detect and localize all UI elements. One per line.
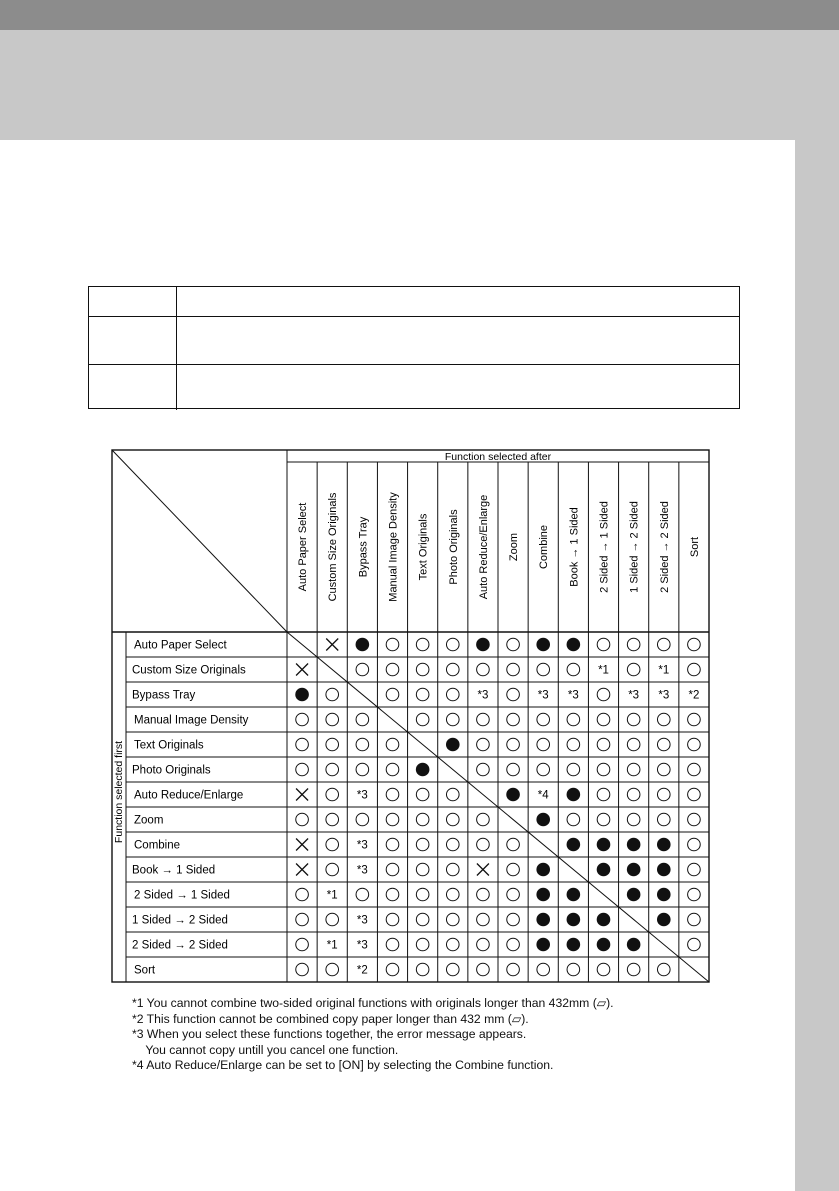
compatible-mark bbox=[507, 888, 520, 901]
column-header: Auto Paper Select bbox=[297, 502, 310, 592]
priority-mark bbox=[597, 838, 611, 852]
compatible-mark bbox=[477, 913, 490, 926]
compatible-mark bbox=[296, 813, 309, 826]
compatible-mark bbox=[446, 863, 459, 876]
compatible-mark bbox=[446, 688, 459, 701]
compatible-mark bbox=[296, 713, 309, 726]
incompatible-mark bbox=[296, 864, 308, 876]
priority-mark bbox=[627, 938, 641, 952]
compatible-mark bbox=[627, 713, 640, 726]
compatible-mark bbox=[627, 738, 640, 751]
compatible-mark bbox=[627, 788, 640, 801]
compatible-mark bbox=[507, 963, 520, 976]
compatible-mark bbox=[507, 663, 520, 676]
compatible-mark bbox=[688, 888, 701, 901]
note-mark: *1 bbox=[326, 939, 338, 952]
compatible-mark bbox=[597, 688, 610, 701]
note-mark: *3 bbox=[356, 789, 368, 802]
priority-mark bbox=[536, 938, 550, 952]
compatible-mark bbox=[386, 888, 399, 901]
compatible-mark bbox=[567, 963, 580, 976]
compatible-mark bbox=[326, 763, 339, 776]
compatible-mark bbox=[296, 738, 309, 751]
compatible-mark bbox=[597, 763, 610, 776]
footnote-4: *4 Auto Reduce/Enlarge can be set to [ON] by selecting the Combine function. bbox=[132, 1058, 554, 1073]
compatible-mark bbox=[507, 738, 520, 751]
compatible-mark bbox=[627, 638, 640, 651]
column-header: Zoom bbox=[508, 532, 521, 562]
priority-mark bbox=[567, 913, 581, 927]
compatible-mark bbox=[416, 913, 429, 926]
compatible-mark bbox=[477, 963, 490, 976]
compatible-mark bbox=[386, 763, 399, 776]
priority-mark bbox=[567, 888, 581, 902]
column-header: Auto Reduce/Enlarge bbox=[477, 494, 490, 600]
priority-mark bbox=[657, 913, 671, 927]
compatible-mark bbox=[688, 813, 701, 826]
compatible-mark bbox=[627, 763, 640, 776]
compatible-mark bbox=[446, 963, 459, 976]
compatible-mark bbox=[296, 888, 309, 901]
row-label: Photo Originals bbox=[132, 764, 211, 777]
compatible-mark bbox=[416, 688, 429, 701]
compatible-mark bbox=[356, 663, 369, 676]
row-label: Sort bbox=[134, 964, 156, 977]
compatible-mark bbox=[688, 738, 701, 751]
compatible-mark bbox=[537, 963, 550, 976]
priority-mark bbox=[567, 938, 581, 952]
row-label: Zoom bbox=[134, 814, 164, 827]
compatible-mark bbox=[567, 763, 580, 776]
compatible-mark bbox=[386, 663, 399, 676]
footnote-1: *1 You cannot combine two-sided original functions with originals longer than 432mm (▱). bbox=[132, 996, 614, 1010]
compatible-mark bbox=[416, 888, 429, 901]
column-header: Sort bbox=[688, 536, 701, 558]
compatible-mark bbox=[597, 713, 610, 726]
priority-mark bbox=[627, 888, 641, 902]
row-label: Text Originals bbox=[134, 739, 204, 752]
compatible-mark bbox=[356, 813, 369, 826]
priority-mark bbox=[295, 688, 309, 702]
priority-mark bbox=[536, 913, 550, 927]
compatible-mark bbox=[477, 713, 490, 726]
compatible-mark bbox=[356, 888, 369, 901]
note-mark: *4 bbox=[537, 789, 549, 802]
priority-mark bbox=[597, 913, 611, 927]
note-mark: *3 bbox=[567, 689, 579, 702]
column-header: 1 Sided → 2 Sided bbox=[628, 501, 641, 593]
compatible-mark bbox=[416, 638, 429, 651]
compatible-mark bbox=[657, 738, 670, 751]
compatible-mark bbox=[507, 638, 520, 651]
compatible-mark bbox=[296, 763, 309, 776]
priority-mark bbox=[657, 838, 671, 852]
compatible-mark bbox=[597, 813, 610, 826]
compatible-mark bbox=[326, 738, 339, 751]
compatible-mark bbox=[356, 713, 369, 726]
compatible-mark bbox=[386, 913, 399, 926]
row-label: 2 Sided → 1 Sided bbox=[134, 889, 230, 902]
footnote-2: *2 This function cannot be combined copy paper longer than 432 mm (▱). bbox=[132, 1011, 529, 1026]
compatible-mark bbox=[446, 813, 459, 826]
compatible-mark bbox=[356, 763, 369, 776]
compatible-mark bbox=[386, 838, 399, 851]
footnotes bbox=[132, 996, 614, 1074]
priority-mark bbox=[597, 938, 611, 952]
priority-mark bbox=[416, 763, 430, 777]
compatible-mark bbox=[507, 838, 520, 851]
note-mark: *1 bbox=[658, 664, 670, 677]
compatible-mark bbox=[356, 738, 369, 751]
compatible-mark bbox=[688, 713, 701, 726]
column-header: Combine bbox=[538, 524, 551, 570]
note-mark: *1 bbox=[598, 664, 609, 677]
compatible-mark bbox=[326, 788, 339, 801]
row-label: 2 Sided → 2 Sided bbox=[132, 939, 228, 952]
row-label: Bypass Tray bbox=[132, 689, 196, 702]
compatible-mark bbox=[386, 738, 399, 751]
compatible-mark bbox=[416, 863, 429, 876]
compatible-mark bbox=[657, 813, 670, 826]
compatible-mark bbox=[386, 788, 399, 801]
priority-mark bbox=[597, 863, 611, 877]
note-mark: *3 bbox=[356, 839, 368, 852]
compatible-mark bbox=[446, 913, 459, 926]
compatible-mark bbox=[386, 938, 399, 951]
compatible-mark bbox=[416, 838, 429, 851]
priority-mark bbox=[657, 888, 671, 902]
compatible-mark bbox=[296, 913, 309, 926]
compatible-mark bbox=[657, 713, 670, 726]
compatible-mark bbox=[537, 663, 550, 676]
incompatible-mark bbox=[326, 639, 338, 651]
compatible-mark bbox=[477, 663, 490, 676]
compatible-mark bbox=[537, 763, 550, 776]
priority-mark bbox=[506, 788, 520, 802]
compatible-mark bbox=[507, 763, 520, 776]
compatible-mark bbox=[477, 938, 490, 951]
note-mark: *2 bbox=[688, 689, 700, 702]
row-label: Book → 1 Sided bbox=[132, 864, 216, 877]
row-label: Auto Reduce/Enlarge bbox=[134, 789, 244, 802]
compatible-mark bbox=[688, 863, 701, 876]
compatible-mark bbox=[567, 663, 580, 676]
compatible-mark bbox=[446, 663, 459, 676]
priority-mark bbox=[567, 838, 581, 852]
compatible-mark bbox=[386, 688, 399, 701]
note-mark: *3 bbox=[477, 689, 489, 702]
column-header: Book → 1 Sided bbox=[568, 507, 581, 587]
compatible-mark bbox=[326, 913, 339, 926]
compatible-mark bbox=[688, 913, 701, 926]
note-mark: *2 bbox=[356, 964, 368, 977]
compatible-mark bbox=[446, 888, 459, 901]
column-header: Custom Size Originals bbox=[327, 492, 340, 602]
note-mark: *3 bbox=[658, 689, 670, 702]
priority-mark bbox=[567, 638, 581, 652]
compatible-mark bbox=[597, 638, 610, 651]
row-label: Manual Image Density bbox=[134, 714, 249, 727]
compatible-mark bbox=[597, 788, 610, 801]
compatible-mark bbox=[326, 963, 339, 976]
compatible-mark bbox=[386, 863, 399, 876]
note-mark: *3 bbox=[628, 689, 640, 702]
incompatible-mark bbox=[477, 864, 489, 876]
compatible-mark bbox=[688, 938, 701, 951]
compatible-mark bbox=[507, 938, 520, 951]
column-header: Text Originals bbox=[417, 513, 430, 581]
priority-mark bbox=[356, 638, 370, 652]
note-mark: *1 bbox=[326, 889, 338, 902]
compatible-mark bbox=[416, 963, 429, 976]
incompatible-mark bbox=[296, 664, 308, 676]
priority-mark bbox=[536, 638, 550, 652]
priority-mark bbox=[657, 863, 671, 877]
priority-mark bbox=[476, 638, 490, 652]
compatible-mark bbox=[657, 638, 670, 651]
compatible-mark bbox=[507, 713, 520, 726]
compatible-mark bbox=[507, 688, 520, 701]
column-header: Photo Originals bbox=[447, 509, 460, 585]
compatible-mark bbox=[386, 813, 399, 826]
row-label: 1 Sided → 2 Sided bbox=[132, 914, 228, 927]
compatible-mark bbox=[446, 938, 459, 951]
compatible-mark bbox=[657, 963, 670, 976]
compatible-mark bbox=[446, 838, 459, 851]
compatible-mark bbox=[446, 638, 459, 651]
column-header: 2 Sided → 2 Sided bbox=[658, 501, 671, 593]
compatible-mark bbox=[627, 813, 640, 826]
compatible-mark bbox=[326, 838, 339, 851]
compatible-mark bbox=[386, 963, 399, 976]
compatible-mark bbox=[477, 763, 490, 776]
compatible-mark bbox=[688, 638, 701, 651]
compatible-mark bbox=[326, 863, 339, 876]
compatible-mark bbox=[386, 638, 399, 651]
compatible-mark bbox=[537, 713, 550, 726]
compatible-mark bbox=[688, 838, 701, 851]
compatible-mark bbox=[296, 938, 309, 951]
compatible-mark bbox=[326, 813, 339, 826]
compatible-mark bbox=[597, 738, 610, 751]
compatible-mark bbox=[416, 788, 429, 801]
compatible-mark bbox=[597, 963, 610, 976]
header-first: Function selected first bbox=[113, 740, 125, 844]
priority-mark bbox=[627, 863, 641, 877]
priority-mark bbox=[536, 813, 550, 827]
compatible-mark bbox=[567, 713, 580, 726]
column-header: Manual Image Density bbox=[387, 492, 400, 602]
note-mark: *3 bbox=[356, 939, 368, 952]
compatible-mark bbox=[507, 913, 520, 926]
compatible-mark bbox=[657, 763, 670, 776]
column-header: Bypass Tray bbox=[357, 516, 370, 578]
row-label: Auto Paper Select bbox=[134, 639, 227, 652]
compatible-mark bbox=[416, 663, 429, 676]
compatible-mark bbox=[507, 863, 520, 876]
row-label: Combine bbox=[134, 839, 181, 852]
compatible-mark bbox=[477, 838, 490, 851]
compatible-mark bbox=[326, 688, 339, 701]
priority-mark bbox=[627, 838, 641, 852]
compatible-mark bbox=[477, 888, 490, 901]
compatible-mark bbox=[416, 713, 429, 726]
priority-mark bbox=[567, 788, 581, 802]
compatible-mark bbox=[567, 813, 580, 826]
footnote-3-continued: You cannot copy untill you cancel one function. bbox=[132, 1042, 399, 1057]
note-mark: *3 bbox=[356, 864, 368, 877]
incompatible-mark bbox=[296, 789, 308, 801]
compatible-mark bbox=[627, 963, 640, 976]
compatible-mark bbox=[688, 788, 701, 801]
compatible-mark bbox=[688, 663, 701, 676]
compatible-mark bbox=[446, 713, 459, 726]
compatible-mark bbox=[537, 738, 550, 751]
priority-mark bbox=[536, 863, 550, 877]
note-mark: *3 bbox=[356, 914, 368, 927]
column-header: 2 Sided → 1 Sided bbox=[598, 501, 611, 593]
compatible-mark bbox=[416, 938, 429, 951]
compatible-mark bbox=[657, 788, 670, 801]
compatible-mark bbox=[446, 788, 459, 801]
compatible-mark bbox=[477, 813, 490, 826]
compatible-mark bbox=[477, 738, 490, 751]
compatible-mark bbox=[296, 963, 309, 976]
compatible-mark bbox=[688, 763, 701, 776]
footnote-3: *3 When you select these functions together, the error message appears. bbox=[132, 1027, 527, 1042]
corner-diagonal bbox=[112, 450, 287, 632]
note-mark: *3 bbox=[537, 689, 549, 702]
compatible-mark bbox=[416, 813, 429, 826]
compatible-mark bbox=[326, 713, 339, 726]
row-label: Custom Size Originals bbox=[132, 664, 246, 677]
compatible-mark bbox=[567, 738, 580, 751]
compatible-mark bbox=[627, 663, 640, 676]
header-after: Function selected after bbox=[444, 451, 552, 463]
priority-mark bbox=[446, 738, 460, 752]
incompatible-mark bbox=[296, 839, 308, 851]
priority-mark bbox=[536, 888, 550, 902]
